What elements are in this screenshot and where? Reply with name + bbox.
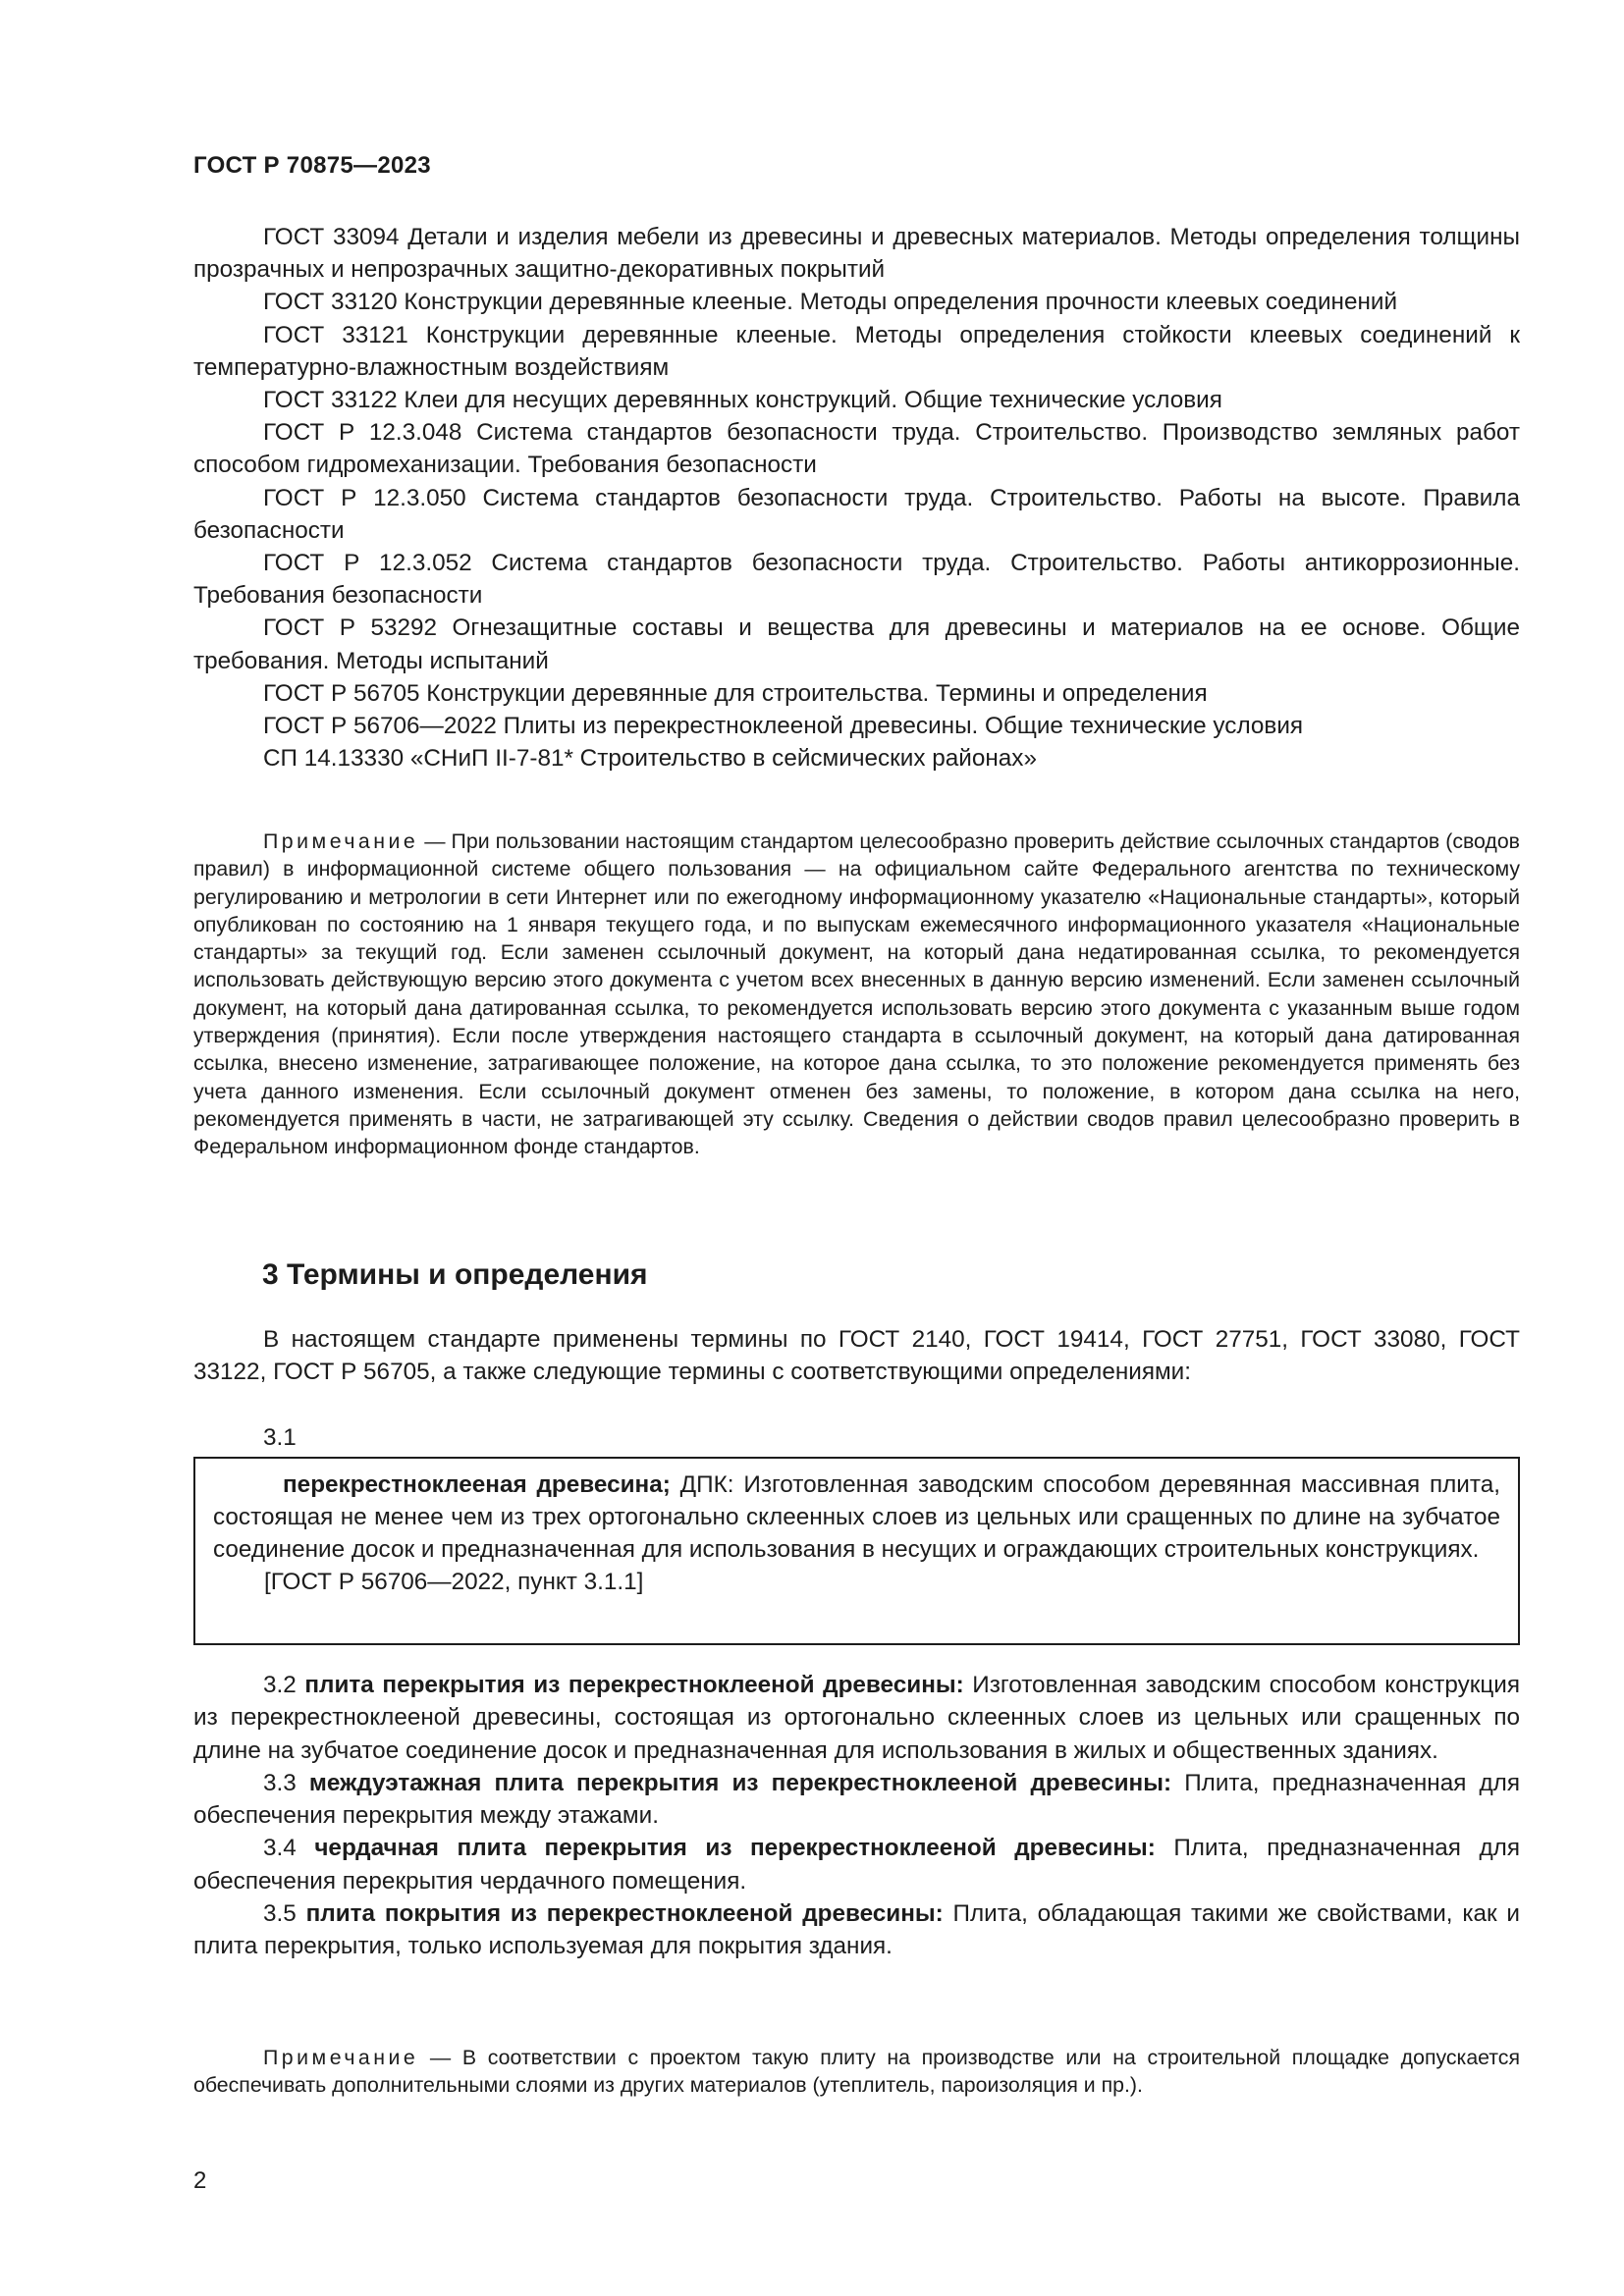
reference-item: ГОСТ Р 12.3.050 Система стандартов безопасности труда. Строительство. Работы на высоте. Правила безопасности [193, 484, 1520, 544]
term-name: междуэтажная плита перекрытия из перекрестноклееной древесины: [308, 1769, 1172, 1796]
references-note [193, 828, 1520, 1161]
terms-note [193, 2044, 1520, 2100]
note-text: — При пользовании настоящим стандартом целесообразно проверить действие ссылочных стандартов (сводов правил) в информационной системе общего пользования — на официальном сайте Федерального агентства по техническому регулированию и метрологии в сети Интернет или по ежегодному информационному указателю «Национальные стандарты», который опубликован по состоянию на 1 января текущего года, и по выпускам ежемесячного информационного указателя «Национальные стандарты» за текущий год. Если заменен ссылочный документ, на который дана недатированная ссылка, то рекомендуется использовать действующую версию этого документа с учетом всех внесенных в данную версию изменений. Если заменен ссылочный документ, на который дана датированная ссылка, то рекомендуется использовать версию этого документа с указанным выше годом утверждения (принятия). Если после утверждения настоящего стандарта в ссылочный документ, на который дана датированная ссылка, внесено изменение, затрагивающее положение, на которое дана ссылка, то это положение рекомендуется применять без учета данного изменения. Если ссылочный документ отменен без замены, то положение, в котором дана ссылка на него, рекомендуется применять в части, не затрагивающей эту ссылку. Сведения о действии сводов правил целесообразно проверить в Федеральном информационном фонде стандартов. [193, 829, 1520, 1159]
reference-item: СП 14.13330 «СНиП II-7-81* Строительство в сейсмических районах» [263, 745, 1037, 773]
reference-item: ГОСТ Р 56705 Конструкции деревянные для строительства. Термины и определения [263, 679, 1208, 707]
note-label: Примечание [263, 829, 419, 853]
term-text: Плита, предназначенная для обеспечения перекрытия чердачного помещения. [193, 1835, 1520, 1895]
note-label: Примечание [263, 2046, 419, 2069]
reference-item: ГОСТ 33094 Детали и изделия мебели из древесины и древесных материалов. Методы определения толщины прозрачных и непрозрачных защитно-декоративных покрытий [193, 224, 1520, 284]
reference-item: ГОСТ 33121 Конструкции деревянные клееные. Методы определения стойкости клеевых соединений к температурно-влажностным воздействиям [193, 321, 1520, 381]
intro-paragraph: В настоящем стандарте применены термины по ГОСТ 2140, ГОСТ 19414, ГОСТ 27751, ГОСТ 33080, ГОСТ 33122, ГОСТ Р 56705, а также следующие термины с соответствующими определениями: [193, 1326, 1520, 1386]
term-text: ДПК: Изготовленная заводским способом деревянная массивная плита, состоящая не менее чем из трех ортогонально склеенных слоев из цельных или сращенных по длине на зубчатое соединение досок и предназначенная для использования в несущих и ограждающих строительных конструкциях. [213, 1471, 1500, 1563]
term-number: 3.1 [263, 1424, 297, 1451]
term-definition [213, 1468, 1500, 1566]
references-list [193, 221, 1520, 774]
reference-item: ГОСТ 33120 Конструкции деревянные клееные. Методы определения прочности клеевых соединений [263, 289, 1398, 316]
section-intro [193, 1323, 1520, 1388]
terms-list [193, 1669, 1520, 1963]
page-number: 2 [193, 2167, 207, 2194]
term-number: 3.4 [263, 1835, 315, 1862]
term-name: чердачная плита перекрытия из перекрестноклееной древесины: [314, 1835, 1156, 1862]
term-item [193, 1897, 1520, 1963]
term-text: Плита, предназначенная для обеспечения перекрытия между этажами. [193, 1769, 1521, 1830]
term-source: [ГОСТ Р 56706—2022, пункт 3.1.1] [264, 1569, 644, 1595]
term-number: 3.5 [263, 1900, 306, 1928]
document-page [193, 0, 1520, 2296]
note-text: — В соответствии с проектом такую плиту на производстве или на строительной площадке допускается обеспечивать дополнительными слоями из других материалов (утеплитель, пароизоляция и пр.). [193, 2046, 1520, 2098]
term-item [193, 1767, 1520, 1833]
reference-item: ГОСТ Р 56706—2022 Плиты из перекрестноклееной древесины. Общие технические условия [263, 713, 1304, 740]
term-text: Изготовленная заводским способом конструкция из перекрестноклееной древесины, состоящая из ортогонально склеенных слоев из цельных или сращенных по длине на зубчатое соединение досок и предназначенная для использования в жилых и общественных зданиях. [193, 1672, 1520, 1764]
reference-item: ГОСТ 33122 Клеи для несущих деревянных конструкций. Общие технические условия [263, 387, 1222, 414]
term-name: плита покрытия из перекрестноклееной древесины: [305, 1900, 944, 1928]
reference-item: ГОСТ Р 53292 Огнезащитные составы и вещества для древесины и материалов на ее основе. Общие требования. Методы испытаний [193, 614, 1520, 674]
term-text: Плита, обладающая такими же свойствами, как и плита перекрытия, только используемая для покрытия здания. [193, 1900, 1520, 1960]
term-number: 3.2 [263, 1672, 305, 1698]
reference-item: ГОСТ Р 12.3.052 Система стандартов безопасности труда. Строительство. Работы антикоррозионные. Требования безопасности [193, 550, 1520, 610]
term-item [193, 1669, 1520, 1767]
term-definition-box [193, 1457, 1520, 1645]
document-header: ГОСТ Р 70875—2023 [193, 152, 431, 179]
reference-item: ГОСТ Р 12.3.048 Система стандартов безопасности труда. Строительство. Производство земляных работ способом гидромеханизации. Требования безопасности [193, 419, 1520, 479]
term-name: перекрестноклееная древесина; [283, 1471, 671, 1498]
section-title: 3 Термины и определения [262, 1258, 648, 1291]
term-name: плита перекрытия из перекрестноклееной древесины: [304, 1672, 964, 1698]
term-number: 3.3 [263, 1769, 309, 1796]
term-item [193, 1832, 1520, 1897]
